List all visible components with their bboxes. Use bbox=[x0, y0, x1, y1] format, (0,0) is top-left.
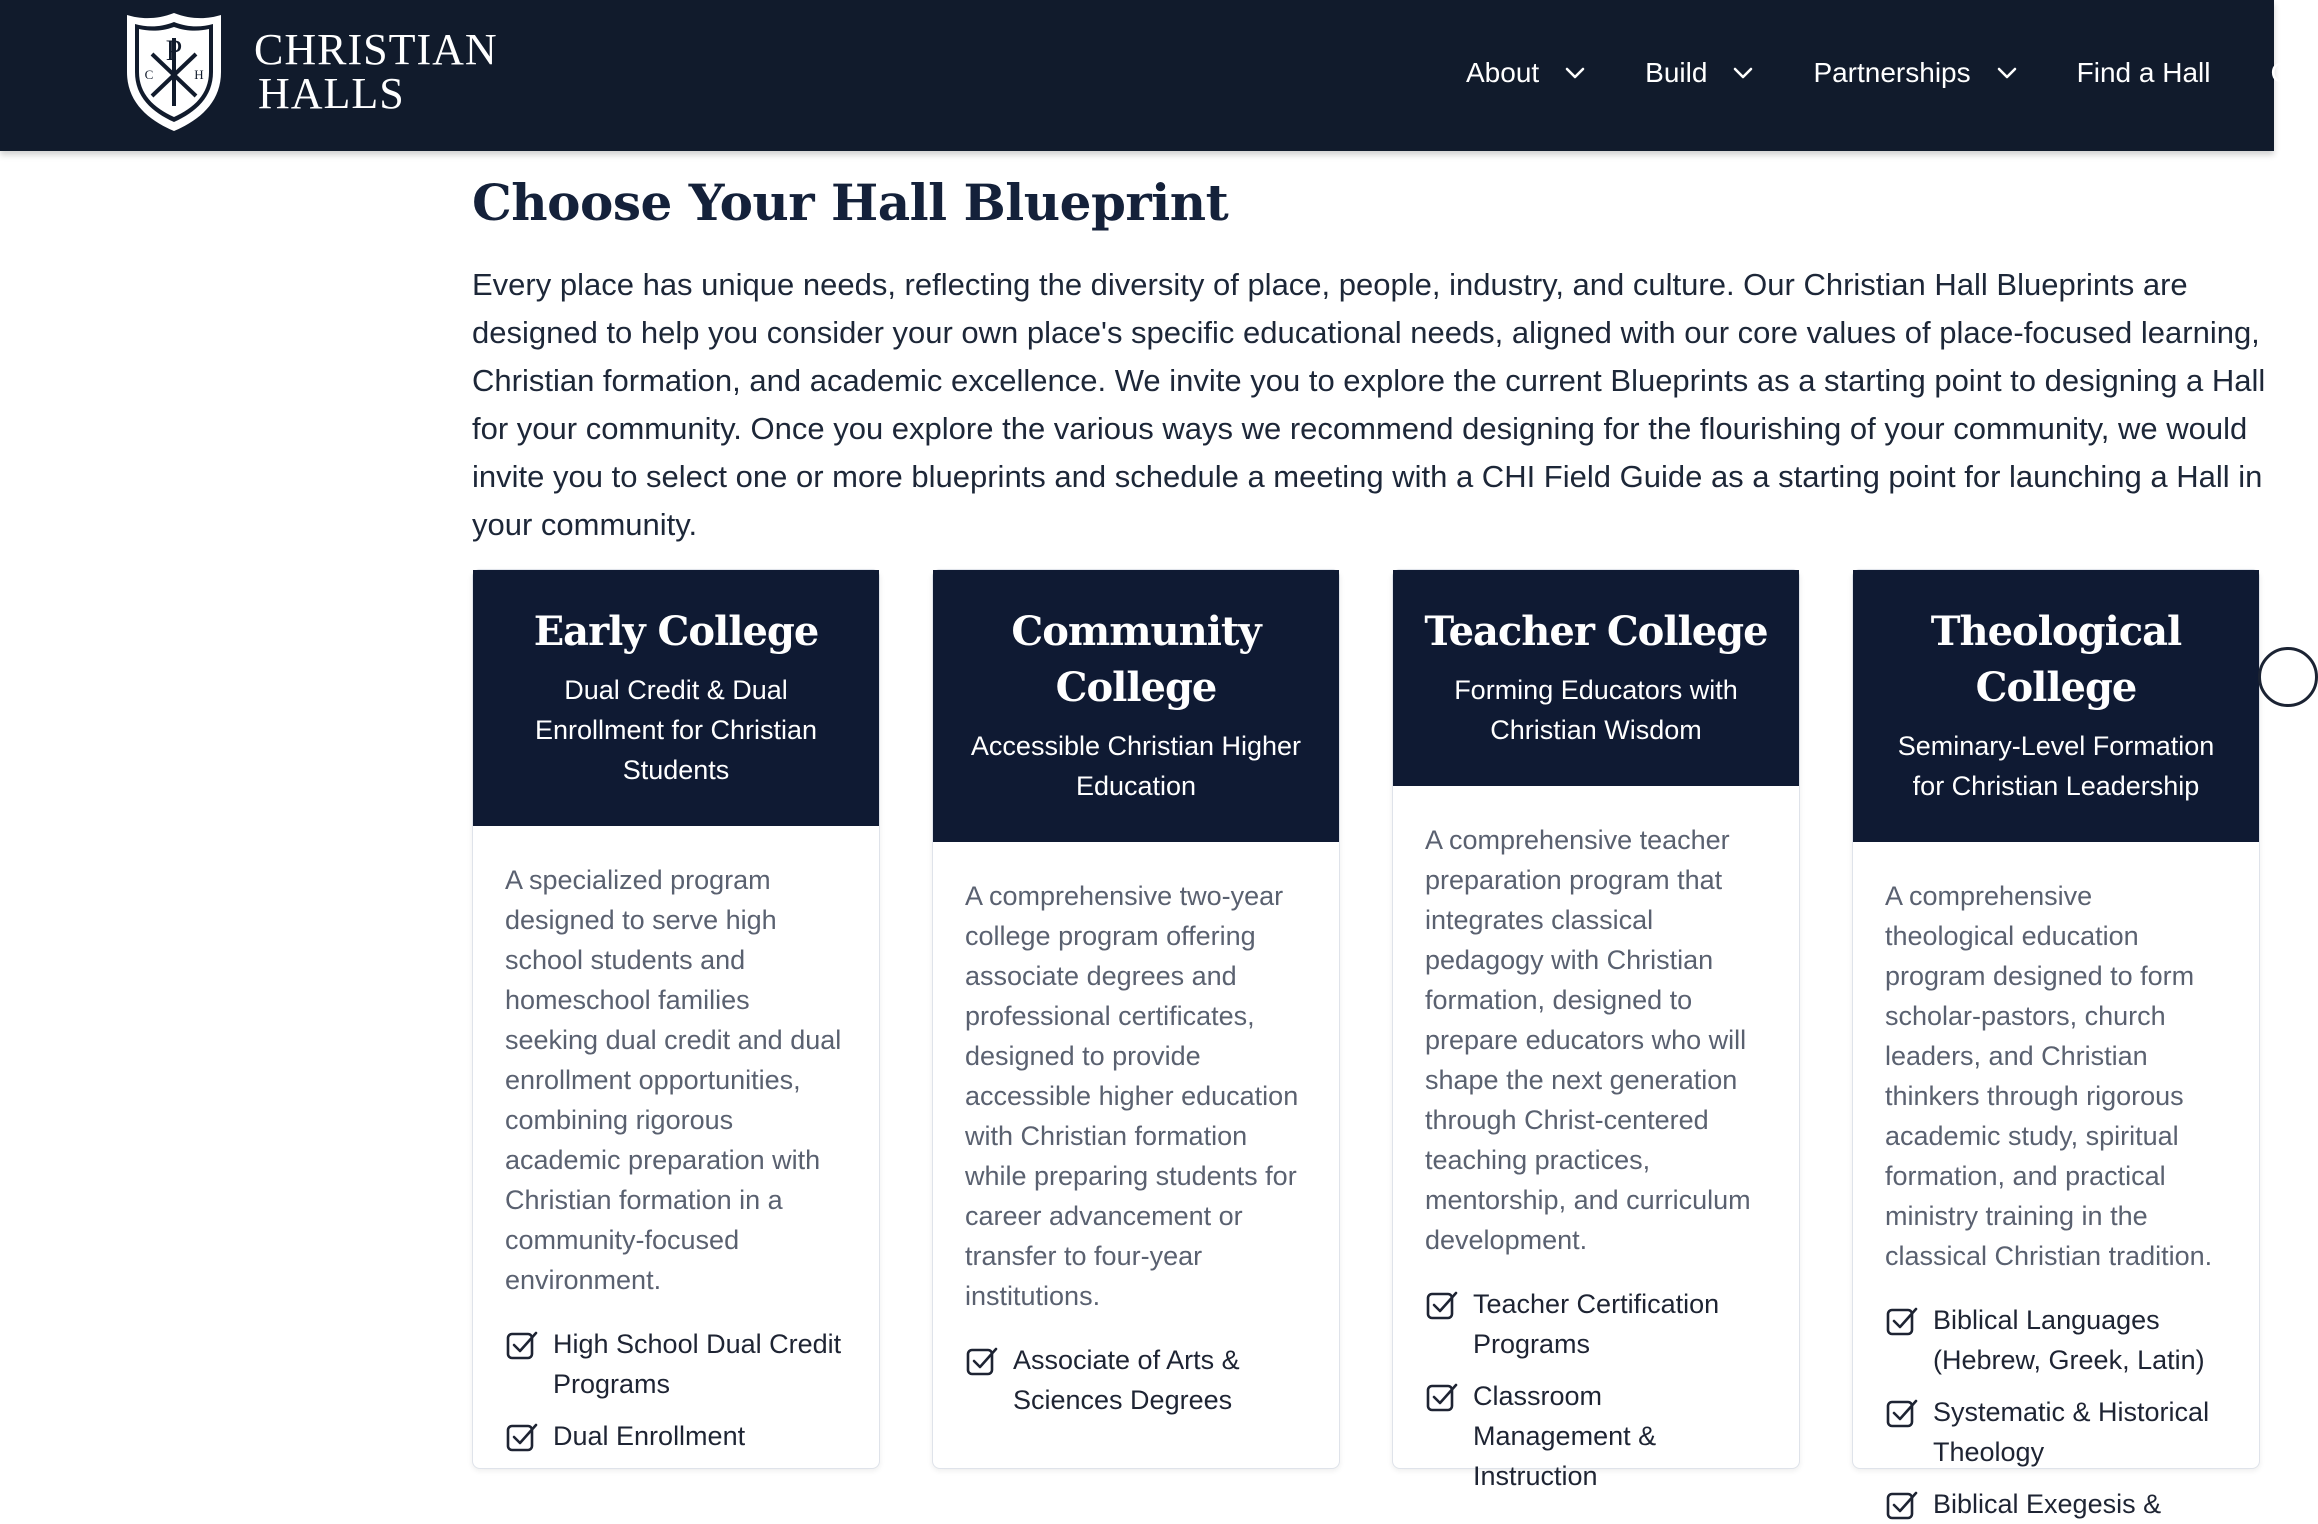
feature-item bbox=[1425, 1284, 1767, 1364]
feature-item bbox=[505, 1324, 847, 1404]
nav-label: Build bbox=[1645, 56, 1708, 88]
site-logo[interactable] bbox=[122, 10, 498, 134]
feature-label: Classroom Management & Instruction bbox=[1473, 1381, 1657, 1491]
feature-item bbox=[965, 1340, 1307, 1420]
chevron-down-icon bbox=[1733, 67, 1753, 79]
card-subtitle: Accessible Christian Higher Education bbox=[970, 731, 1302, 801]
brand-wordmark bbox=[254, 25, 498, 118]
shield-emblem-icon bbox=[122, 10, 226, 134]
feature-list bbox=[1425, 1284, 1767, 1496]
nav-item-partnerships[interactable] bbox=[1813, 57, 2016, 89]
feature-list bbox=[965, 1340, 1307, 1420]
card-header bbox=[933, 570, 1339, 842]
card-header bbox=[1853, 570, 2259, 842]
card-description: A specialized program designed to serve high school students and homeschool families seeking dual credit and dual enrollment opportunities, combining rigorous academic preparation with Christian formation in a community-focused environment. bbox=[505, 865, 842, 1295]
card-subtitle: Dual Credit & Dual Enrollment for Christian Students bbox=[534, 675, 818, 785]
blueprint-cards bbox=[472, 569, 2260, 1519]
card-title: Teacher College bbox=[1424, 608, 1768, 655]
card-subtitle: Seminary-Level Formation for Christian Leadership bbox=[1897, 731, 2215, 801]
feature-item bbox=[505, 1416, 847, 1456]
nav-item-build[interactable] bbox=[1645, 57, 1753, 89]
main-nav bbox=[1466, 0, 2291, 145]
nav-label: C bbox=[2270, 56, 2291, 88]
feature-list bbox=[505, 1324, 847, 1456]
chevron-down-icon bbox=[1997, 67, 2017, 79]
nav-item-find-a-hall[interactable] bbox=[2077, 57, 2211, 89]
card-description: A comprehensive theological education program designed to form scholar-pastors, church leaders, and Christian thinkers through rigorous academic study, spiritual formation, and practical ministry training in the classical Christian tradition. bbox=[1885, 881, 2213, 1271]
brand-line-2: HALLS bbox=[258, 69, 405, 118]
card-body bbox=[933, 842, 1339, 1420]
nav-label: About bbox=[1466, 56, 1540, 88]
card-description: A comprehensive two-year college program offering associate degrees and professional certificates, designed to provide accessible higher education with Christian formation while preparing students for career advancement or transfer to four-year institutions. bbox=[965, 881, 1299, 1311]
card-title: Theological College bbox=[1930, 608, 2182, 711]
checkbox-check-icon bbox=[1885, 1488, 1919, 1522]
nav-item-truncated[interactable] bbox=[2270, 57, 2290, 89]
main-content bbox=[472, 151, 2274, 1519]
checkbox-check-icon bbox=[1885, 1396, 1919, 1430]
feature-label: Dual Enrollment bbox=[553, 1421, 746, 1451]
feature-label: Teacher Certification Programs bbox=[1473, 1289, 1720, 1359]
emblem-letter-h: H bbox=[194, 67, 204, 82]
blueprint-card-community-college[interactable] bbox=[932, 569, 1340, 1469]
feature-item bbox=[1425, 1376, 1767, 1496]
checkbox-check-icon bbox=[505, 1328, 539, 1362]
feature-item bbox=[1885, 1392, 2227, 1472]
card-title: Community College bbox=[1011, 608, 1261, 711]
card-body bbox=[1393, 786, 1799, 1496]
nav-label: Find a Hall bbox=[2076, 56, 2211, 88]
feature-label: Biblical Exegesis & bbox=[1933, 1489, 2162, 1519]
card-header bbox=[1393, 570, 1799, 786]
nav-item-about[interactable] bbox=[1466, 57, 1585, 89]
feature-item bbox=[1885, 1300, 2227, 1380]
site-header bbox=[0, 0, 2291, 151]
page-title: Choose Your Hall Blueprint bbox=[472, 173, 1229, 232]
emblem-letter-c: C bbox=[144, 67, 154, 82]
chevron-down-icon bbox=[1565, 67, 1585, 79]
card-header bbox=[473, 570, 879, 826]
checkbox-check-icon bbox=[1425, 1380, 1459, 1414]
feature-label: Associate of Arts & Sciences Degrees bbox=[1013, 1345, 1240, 1415]
feature-list bbox=[1885, 1300, 2227, 1524]
carousel-next-button[interactable] bbox=[2258, 647, 2318, 707]
checkbox-check-icon bbox=[505, 1420, 539, 1454]
checkbox-check-icon bbox=[965, 1344, 999, 1378]
emblem-letter-p: P bbox=[165, 34, 183, 67]
feature-label: Systematic & Historical Theology bbox=[1933, 1397, 2210, 1467]
blueprint-card-early-college[interactable] bbox=[472, 569, 880, 1469]
checkbox-check-icon bbox=[1885, 1304, 1919, 1338]
intro-paragraph: Every place has unique needs, reflecting the diversity of place, people, industry, and culture. Our Christian Hall Blueprints are designed to help you consider your own place's specific educational needs, aligned with our core values of place-focused learning, Christian formation, and academic excellence. We invite you to explore the current Blueprints as a starting point to designing a Hall for your community. Once you explore the various ways we recommend designing for the flourishing of your community, we would invite you to select one or more blueprints and schedule a meeting with a CHI Field Guide as a starting point for launching a Hall in your community. bbox=[472, 267, 2266, 542]
card-description: A comprehensive teacher preparation program that integrates classical pedagogy with Christian formation, designed to prepare educators who will shape the next generation through Christ-centered teaching practices, mentorship, and curriculum development. bbox=[1425, 825, 1751, 1255]
checkbox-check-icon bbox=[1425, 1288, 1459, 1322]
feature-label: High School Dual Credit Programs bbox=[553, 1329, 842, 1399]
card-subtitle: Forming Educators with Christian Wisdom bbox=[1454, 675, 1738, 745]
blueprint-card-teacher-college[interactable] bbox=[1392, 569, 1800, 1491]
feature-label: Biblical Languages (Hebrew, Greek, Latin) bbox=[1933, 1305, 2205, 1375]
feature-item bbox=[1885, 1484, 2227, 1524]
nav-label: Partnerships bbox=[1813, 56, 1971, 88]
blueprint-card-theological-college[interactable] bbox=[1852, 569, 2260, 1519]
brand-line-1: CHRISTIAN bbox=[254, 25, 498, 74]
card-body bbox=[1853, 842, 2259, 1524]
card-title: Early College bbox=[533, 608, 819, 655]
card-body bbox=[473, 826, 879, 1456]
